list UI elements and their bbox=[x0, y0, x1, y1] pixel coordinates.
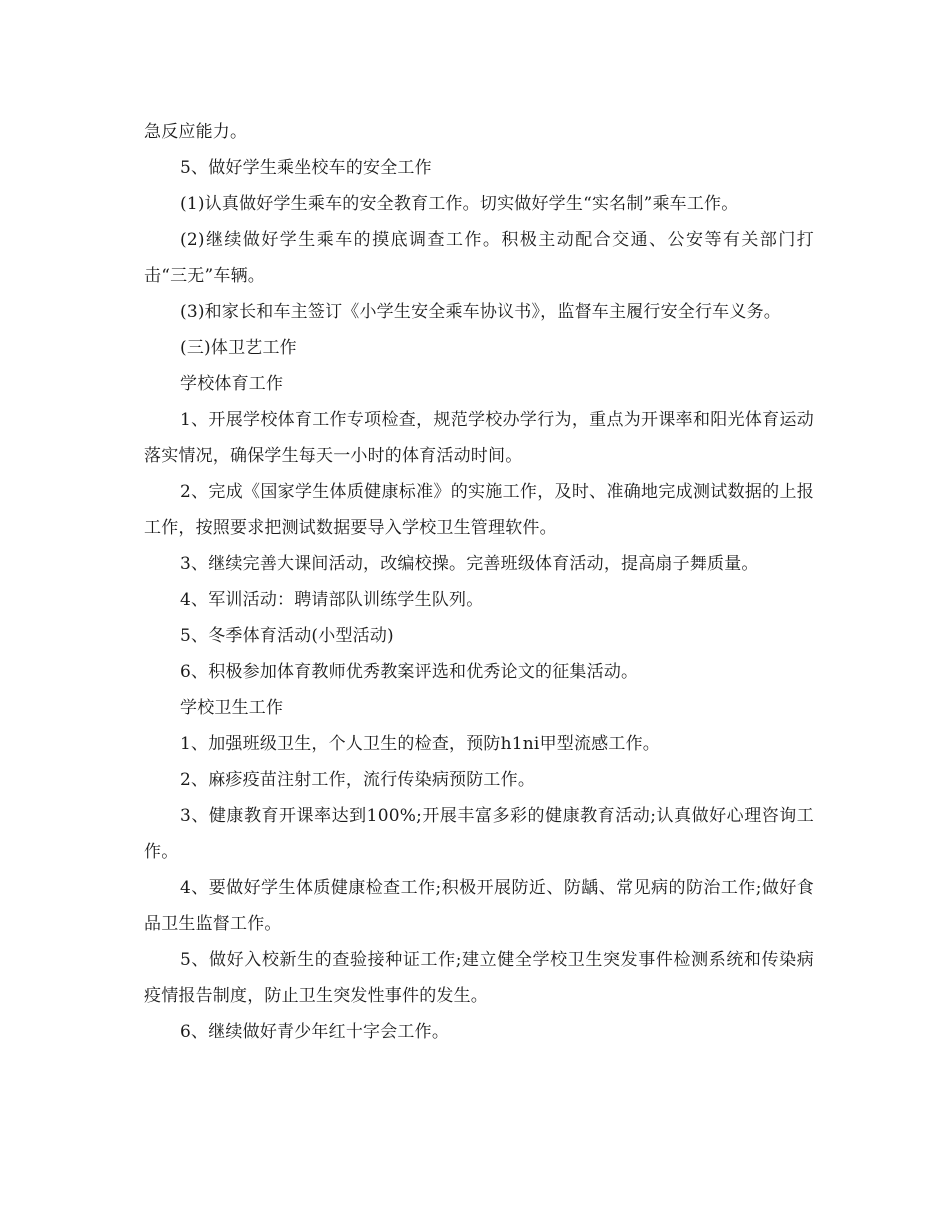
paragraph: (1)认真做好学生乘车的安全教育工作。切实做好学生“实名制”乘车工作。 bbox=[180, 194, 739, 214]
paragraph: 6、积极参加体育教师优秀教案评选和优秀论文的征集活动。 bbox=[180, 662, 639, 682]
subsection-heading: 学校卫生工作 bbox=[180, 698, 284, 718]
paragraph: 4、军训活动：聘请部队训练学生队列。 bbox=[180, 590, 484, 610]
paragraph: 5、做好入校新生的查验接种证工作;建立健全学校卫生突发事件检测系统和传染病疫情报告制度，防止卫生突发性事件的发生。 bbox=[144, 950, 814, 1006]
paragraph: 1、加强班级卫生，个人卫生的检查，预防h1ni甲型流感工作。 bbox=[180, 734, 660, 754]
paragraph: 3、继续完善大课间活动，改编校操。完善班级体育活动，提高扇子舞质量。 bbox=[180, 554, 759, 574]
paragraph: 2、麻疹疫苗注射工作，流行传染病预防工作。 bbox=[180, 770, 536, 790]
paragraph: (3)和家长和车主签订《小学生安全乘车协议书》，监督车主履行安全行车义务。 bbox=[180, 302, 781, 322]
paragraph: 1、开展学校体育工作专项检查，规范学校办学行为，重点为开课率和阳光体育运动落实情况，确保学生每天一小时的体育活动时间。 bbox=[144, 410, 814, 466]
paragraph: 急反应能力。 bbox=[144, 122, 248, 142]
paragraph: 3、健康教育开课率达到100%;开展丰富多彩的健康教育活动;认真做好心理咨询工作。 bbox=[144, 806, 814, 862]
subsection-heading: 学校体育工作 bbox=[180, 374, 284, 394]
document-body bbox=[144, 114, 814, 1050]
paragraph: 2、完成《国家学生体质健康标准》的实施工作，及时、准确地完成测试数据的上报工作，按照要求把测试数据要导入学校卫生管理软件。 bbox=[144, 482, 814, 538]
paragraph: 5、做好学生乘坐校车的安全工作 bbox=[180, 158, 432, 178]
section-heading: (三)体卫艺工作 bbox=[180, 338, 297, 358]
paragraph: 6、继续做好青少年红十字会工作。 bbox=[180, 1022, 450, 1042]
paragraph: (2)继续做好学生乘车的摸底调查工作。积极主动配合交通、公安等有关部门打击“三无”车辆。 bbox=[144, 230, 814, 286]
paragraph: 5、冬季体育活动(小型活动) bbox=[180, 626, 394, 646]
paragraph: 4、要做好学生体质健康检查工作;积极开展防近、防龋、常见病的防治工作;做好食品卫生监督工作。 bbox=[144, 878, 814, 934]
